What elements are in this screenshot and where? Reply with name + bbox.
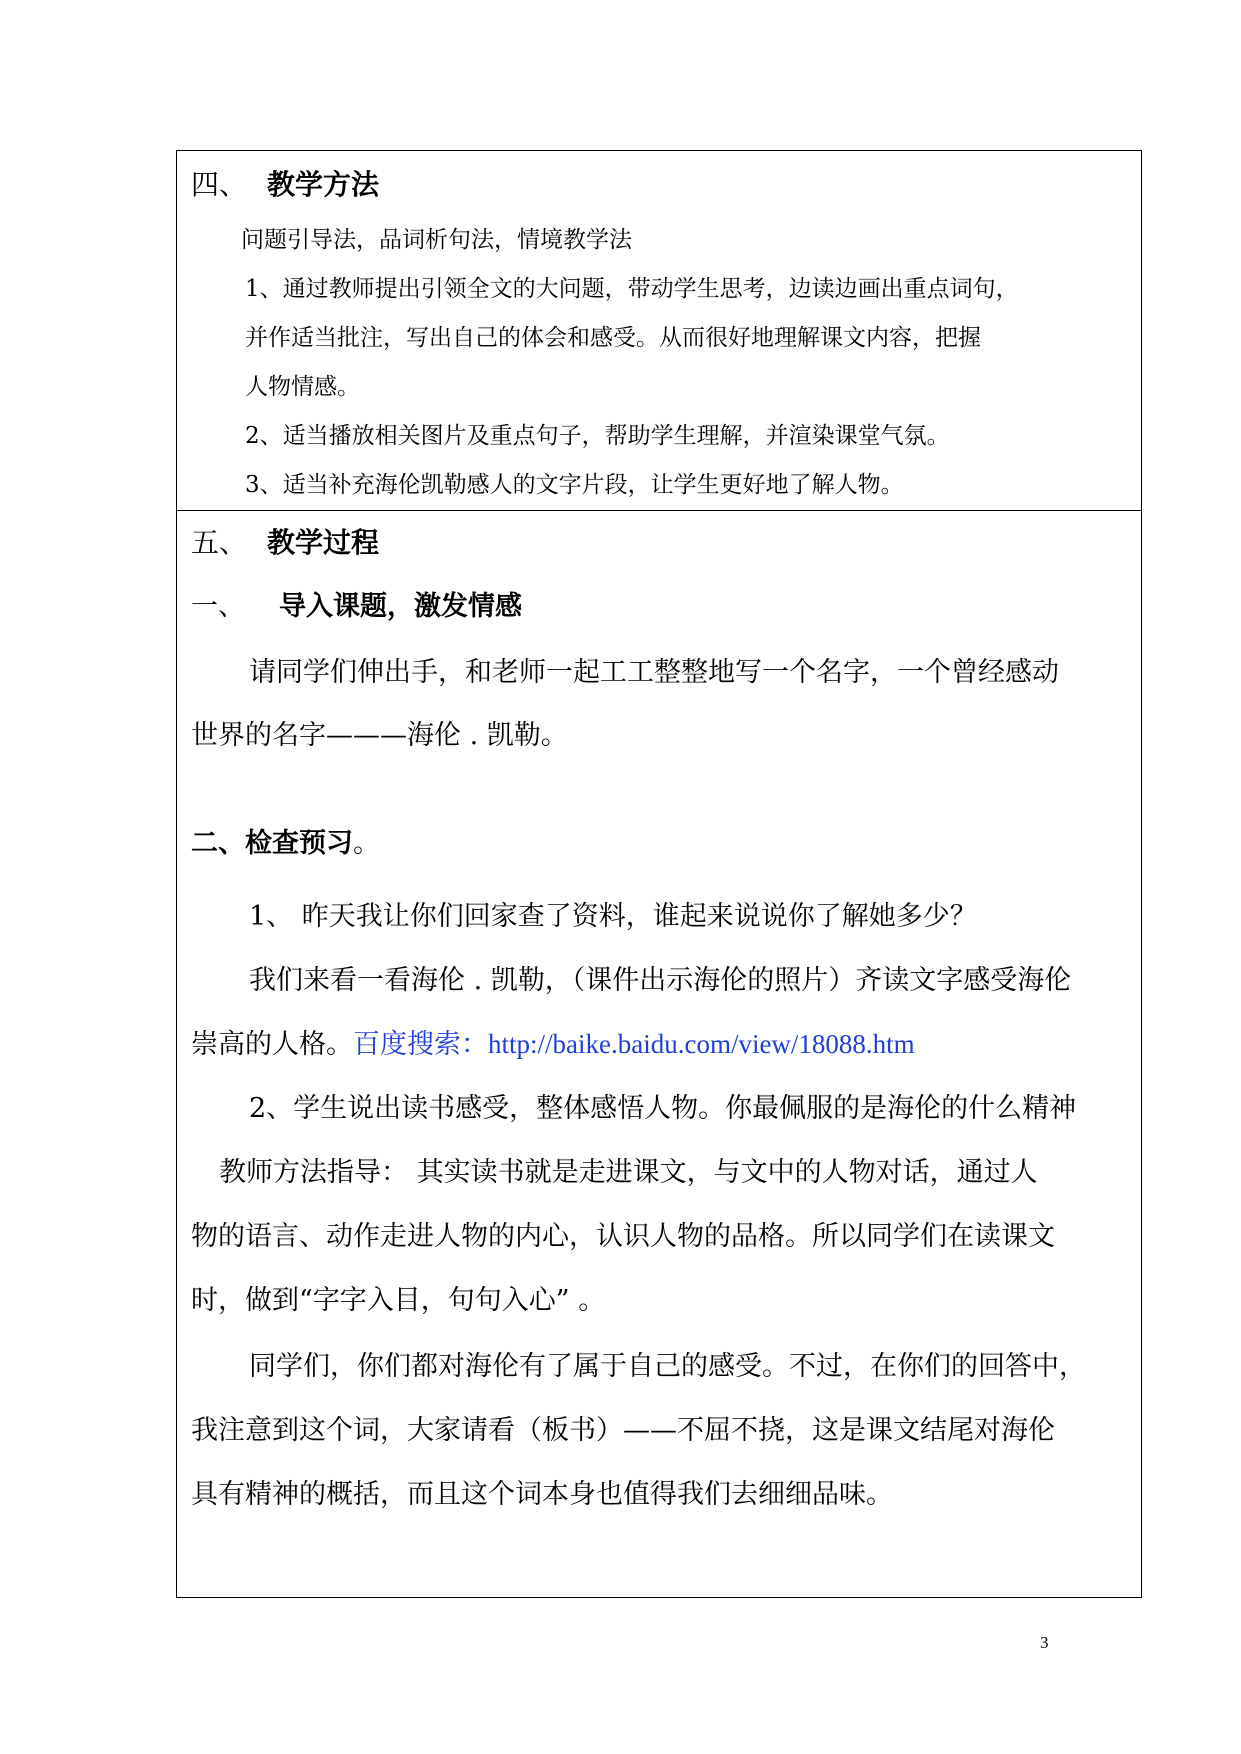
section5-heading-title: 教学过程	[267, 526, 380, 559]
baidu-baike-link[interactable]: http://baike.baidu.com/view/18088.htm	[488, 1029, 915, 1059]
part2-para3-line3: 具有精神的概括，而且这个词本身也值得我们去细细品味。	[191, 1479, 893, 1510]
section4-heading-title: 教学方法	[267, 168, 380, 201]
part1-line1: 请同学们伸出手，和老师一起工工整整地写一个名字，一个曾经感动	[249, 657, 1059, 688]
methods-item2: 2、适当播放相关图片及重点句子，帮助学生理解，并渲染课堂气氛。	[245, 423, 950, 449]
part2-para1-line1: 我们来看一看海伦 . 凯勒，（课件出示海伦的照片）齐读文字感受海伦	[249, 965, 1072, 996]
methods-item3: 3、适当补充海伦凯勒感人的文字片段，让学生更好地了解人物。	[245, 472, 904, 498]
section4-heading	[191, 168, 380, 201]
part2-para3-line2: 我注意到这个词，大家请看（板书）——不屈不挠，这是课文结尾对海伦	[191, 1415, 1055, 1446]
part2-para1-line2	[191, 1031, 915, 1058]
methods-item1-line3: 人物情感。	[245, 374, 360, 400]
section5-heading-number: 五、	[191, 526, 248, 559]
part2-guide-line2: 物的语言、动作走进人物的内心，认识人物的品格。所以同学们在读课文	[191, 1221, 1055, 1252]
methods-intro: 问题引导法，品词析句法，情境教学法	[241, 227, 632, 253]
methods-item1-line2: 并作适当批注，写出自己的体会和感受。从而很好地理解课文内容，把握	[245, 325, 981, 351]
section-teaching-process	[177, 511, 1141, 1597]
part2-question1: 1、 昨天我让你们回家查了资料，谁起来说说你了解她多少？	[249, 901, 977, 932]
section5-heading	[191, 526, 380, 559]
page-number: 3	[1040, 1633, 1049, 1652]
lesson-plan-table	[176, 150, 1142, 1598]
part2-heading	[191, 830, 380, 857]
part1-heading-number: 一、	[191, 591, 245, 622]
baidu-search-label: 百度搜索：	[353, 1029, 488, 1060]
part1-heading	[191, 593, 522, 620]
part2-guide-line1: 教师方法指导： 其实读书就是走进课文，与文中的人物对话，通过人	[219, 1157, 1038, 1188]
part2-heading-title: 二、检查预习	[191, 828, 353, 859]
section4-heading-number: 四、	[191, 168, 248, 201]
part2-question2: 2、学生说出读书感受，整体感悟人物。你最佩服的是海伦的什么精神	[249, 1093, 1077, 1124]
part1-line2: 世界的名字———海伦 . 凯勒。	[191, 720, 568, 751]
section-teaching-methods	[177, 151, 1141, 511]
part2-heading-tail: 。	[353, 828, 380, 859]
part2-para3-line1: 同学们，你们都对海伦有了属于自己的感受。不过，在你们的回答中，	[249, 1351, 1086, 1382]
methods-item1-line1: 1、通过教师提出引领全文的大问题，带动学生思考，边读边画出重点词句，	[245, 276, 1019, 302]
part2-guide-line3: 时，做到“字字入目，句句入心” 。	[191, 1285, 606, 1316]
part1-heading-title: 导入课题，激发情感	[279, 591, 522, 622]
part2-para1-text: 崇高的人格。	[191, 1029, 353, 1060]
